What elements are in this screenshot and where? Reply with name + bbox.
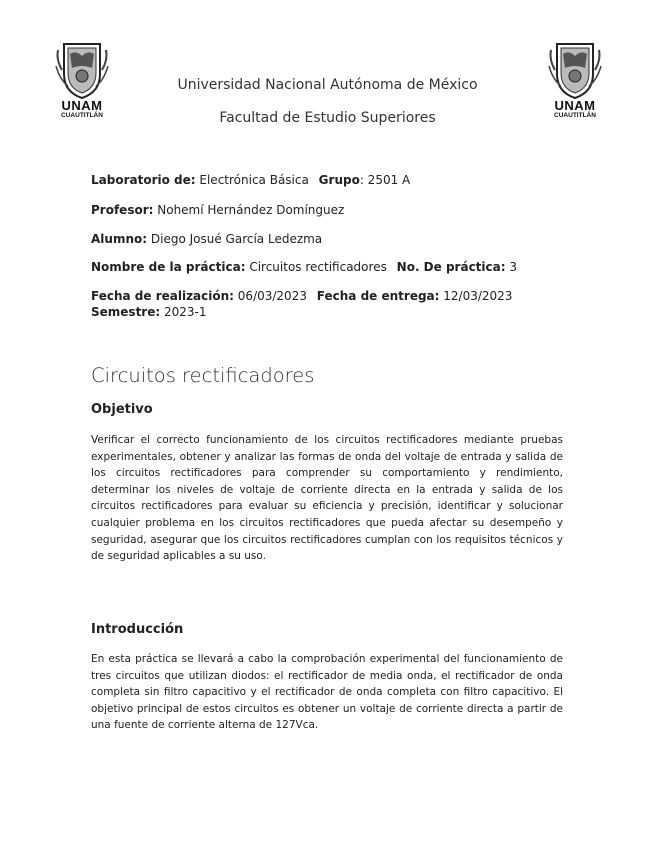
practice-name-value: Circuitos rectificadores <box>249 260 387 274</box>
lab-line <box>91 172 563 188</box>
realization-date-value: 06/03/2023 <box>237 289 307 303</box>
group-value: : 2501 A <box>359 173 411 187</box>
introduction-heading: Introducción <box>91 622 184 637</box>
practice-number-value: 3 <box>509 260 518 274</box>
unam-logo-subtext: CUAUTITLÁN <box>554 112 596 119</box>
delivery-date-value: 12/03/2023 <box>443 289 513 303</box>
semester-label: Semestre: <box>91 305 161 319</box>
university-name: Universidad Nacional Autónoma de México <box>177 77 478 93</box>
objective-heading: Objetivo <box>91 402 153 417</box>
practice-name-label: Nombre de la práctica: <box>91 260 246 274</box>
introduction-paragraph: En esta práctica se llevará a cabo la comprobación experimental del funcionamiento de tres circuitos que utilizan diodos: el rectificador de media onda, el rectificador de onda completa sin filtro capacitivo y el rectificador de onda completa con filtro capacitivo. El objetivo principal de estos circuitos es obtener un voltaje de corriente directa a partir de una fuente de corriente alterna de 127Vca. <box>91 653 563 732</box>
dates-line <box>91 288 563 320</box>
professor-line <box>91 202 563 218</box>
professor-value: Nohemí Hernández Domínguez <box>157 203 345 217</box>
student-line <box>91 231 563 247</box>
document-title: Circuitos rectificadores <box>91 364 315 387</box>
student-label: Alumno: <box>91 232 148 246</box>
professor-label: Profesor: <box>91 203 154 217</box>
unam-shield-icon <box>547 40 603 100</box>
faculty-name: Facultad de Estudio Superiores <box>219 110 436 126</box>
unam-logo-subtext: CUAUTITLÁN <box>61 112 103 119</box>
unam-logo-text: UNAM <box>61 98 103 113</box>
unam-shield-icon <box>54 40 110 100</box>
practice-name-line <box>91 259 563 275</box>
semester-value: 2023-1 <box>164 305 207 319</box>
lab-value: Electrónica Básica <box>199 173 309 187</box>
delivery-date-label: Fecha de entrega: <box>316 289 440 303</box>
lab-label: Laboratorio de: <box>91 173 196 187</box>
unam-logo-text: UNAM <box>554 98 596 113</box>
group-label: Grupo <box>318 173 360 187</box>
realization-date-label: Fecha de realización: <box>91 289 234 303</box>
objective-paragraph: Verificar el correcto funcionamiento de los circuitos rectificadores mediante pruebas experimentales, obtener y analizar las formas de onda del voltaje de entrada y salida de los circuitos rectificadores para comprender su comportamiento y rendimiento, determinar los niveles de voltaje de corriente directa en la entrada y salida de los circuitos rectificadores para evaluar su eficiencia y precisión, identificar y solucionar cualquier problema en los circuitos rectificadores que pueda afectar su desempeño y seguridad, asegurar que los circuitos rectificadores cumplan con los requisitos técnicos y de seguridad aplicables a su uso. <box>91 434 563 563</box>
practice-number-label: No. De práctica: <box>396 260 506 274</box>
unam-logo-left <box>52 40 112 120</box>
student-value: Diego Josué García Ledezma <box>150 232 323 246</box>
unam-logo-right <box>545 40 605 120</box>
